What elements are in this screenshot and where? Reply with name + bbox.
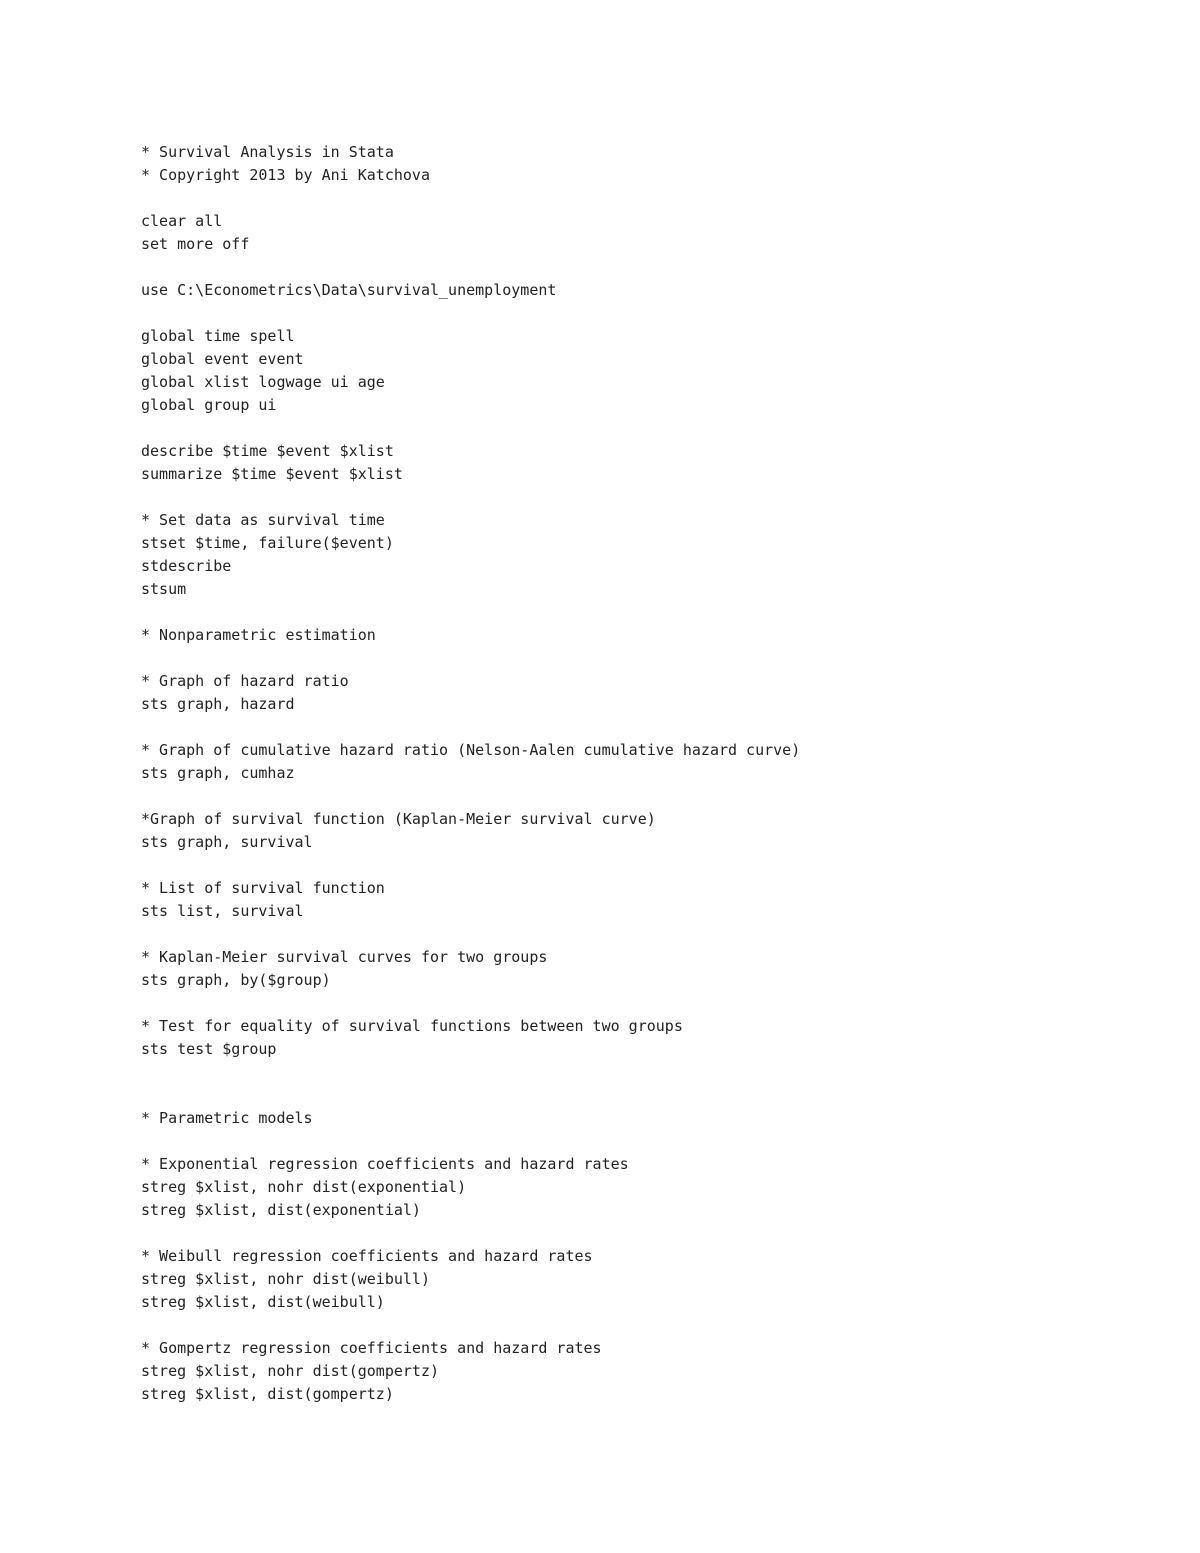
comment-line: * Gompertz regression coefficients and hazard rates: [141, 1339, 602, 1357]
code-line: global xlist logwage ui age: [141, 373, 385, 391]
code-line: sts graph, by($group): [141, 971, 331, 989]
code-line: streg $xlist, dist(gompertz): [141, 1385, 394, 1403]
comment-line: * Set data as survival time: [141, 511, 385, 529]
comment-line: * Kaplan-Meier survival curves for two groups: [141, 948, 548, 966]
code-line: stset $time, failure($event): [141, 534, 394, 552]
comment-line: * Graph of cumulative hazard ratio (Nelson-Aalen cumulative hazard curve): [141, 741, 801, 759]
code-line: set more off: [141, 235, 250, 253]
code-line: global event event: [141, 350, 304, 368]
comment-line: * Parametric models: [141, 1109, 313, 1127]
code-line: sts test $group: [141, 1040, 277, 1058]
code-line: streg $xlist, nohr dist(exponential): [141, 1178, 467, 1196]
code-line: describe $time $event $xlist: [141, 442, 394, 460]
code-line: streg $xlist, dist(weibull): [141, 1293, 385, 1311]
code-line: use C:\Econometrics\Data\survival_unemployment: [141, 281, 557, 299]
code-line: streg $xlist, nohr dist(weibull): [141, 1270, 430, 1288]
code-line: sts list, survival: [141, 902, 304, 920]
code-line: sts graph, survival: [141, 833, 313, 851]
comment-line: * List of survival function: [141, 879, 385, 897]
code-line: sts graph, cumhaz: [141, 764, 295, 782]
comment-line: * Weibull regression coefficients and hazard rates: [141, 1247, 593, 1265]
code-line: clear all: [141, 212, 223, 230]
code-line: stdescribe: [141, 557, 232, 575]
code-line: global time spell: [141, 327, 295, 345]
comment-line: * Graph of hazard ratio: [141, 672, 349, 690]
code-line: global group ui: [141, 396, 277, 414]
comment-line: * Copyright 2013 by Ani Katchova: [141, 166, 430, 184]
code-line: streg $xlist, dist(exponential): [141, 1201, 421, 1219]
code-line: stsum: [141, 580, 187, 598]
code-line: streg $xlist, nohr dist(gompertz): [141, 1362, 440, 1380]
code-line: sts graph, hazard: [141, 695, 295, 713]
comment-line: * Test for equality of survival functions between two groups: [141, 1017, 683, 1035]
comment-line: * Survival Analysis in Stata: [141, 143, 394, 161]
code-listing: [141, 141, 1141, 1406]
comment-line: * Nonparametric estimation: [141, 626, 376, 644]
comment-line: * Exponential regression coefficients and hazard rates: [141, 1155, 629, 1173]
comment-line: *Graph of survival function (Kaplan-Meier survival curve): [141, 810, 656, 828]
code-line: summarize $time $event $xlist: [141, 465, 403, 483]
